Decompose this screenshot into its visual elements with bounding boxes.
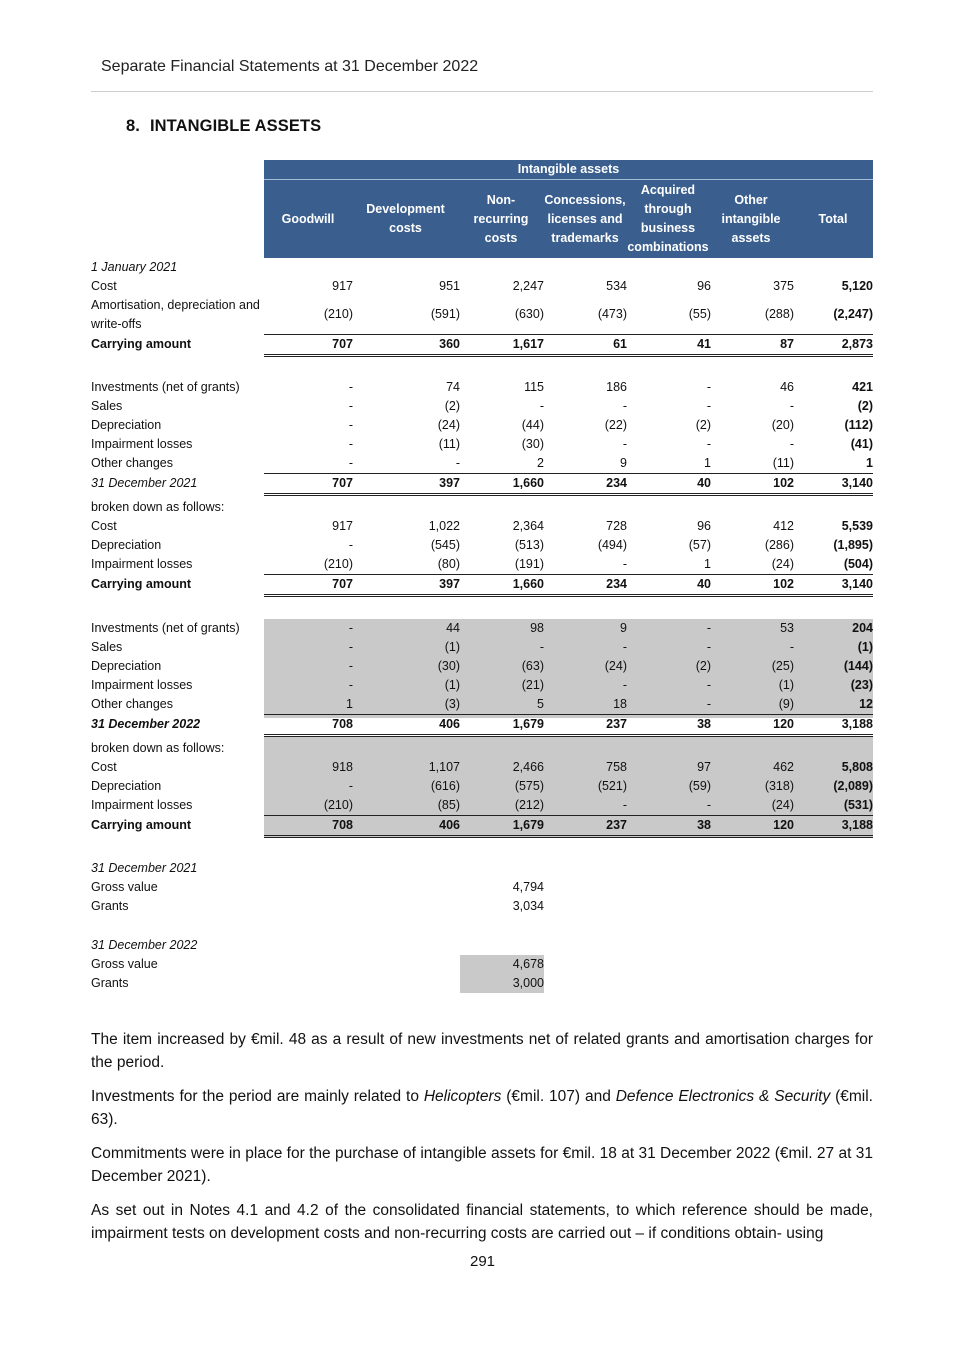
cell: 412 — [773, 519, 794, 533]
table-row — [91, 638, 873, 657]
row-label: Investments (net of grants) — [91, 621, 240, 635]
cell: (1) — [444, 678, 460, 692]
row-label: 1 January 2021 — [91, 260, 178, 274]
cell: (210) — [323, 557, 353, 571]
row-label: Depreciation — [91, 418, 162, 432]
cell: 397 — [439, 476, 460, 490]
paragraph-2-text-e: (€mil. 63). — [91, 1088, 873, 1128]
cell: 917 — [332, 519, 353, 533]
row-label: Amortisation, depreciation and write-offs — [91, 298, 260, 331]
table-row — [91, 296, 873, 334]
cell: - — [622, 640, 627, 654]
table-row — [91, 758, 873, 777]
cell: 2,247 — [512, 279, 544, 293]
cell: (1) — [778, 678, 794, 692]
note-row — [91, 897, 873, 916]
cell: - — [706, 380, 711, 394]
cell: 5 — [537, 697, 544, 711]
cell: (44) — [521, 418, 544, 432]
cell: - — [348, 659, 353, 673]
table-row — [91, 555, 873, 574]
cell: (210) — [323, 798, 353, 812]
cell: 1,660 — [512, 577, 544, 591]
cell: 115 — [524, 380, 544, 394]
note-value: 4,678 — [512, 957, 544, 971]
note-label: Grants — [91, 899, 129, 913]
cell: (591) — [430, 307, 460, 321]
cell: 3,140 — [841, 476, 873, 490]
cell: (41) — [850, 437, 873, 451]
cell: (11) — [438, 437, 460, 451]
cell: (191) — [514, 557, 544, 571]
cell: 204 — [852, 621, 873, 635]
cell: (112) — [844, 418, 873, 432]
paragraph-2 — [91, 1085, 873, 1131]
cell: 1 — [704, 456, 711, 470]
cell: (23) — [850, 678, 873, 692]
cell: (63) — [521, 659, 544, 673]
row-label: Cost — [91, 279, 117, 293]
section-title — [126, 117, 321, 136]
note-label: 31 December 2022 — [91, 938, 198, 952]
row-label: 31 December 2022 — [91, 717, 201, 731]
cell: 97 — [697, 760, 711, 774]
note-label: Gross value — [91, 880, 158, 894]
cell: - — [539, 640, 544, 654]
table-row — [91, 575, 873, 594]
cell: - — [706, 640, 711, 654]
note-row — [91, 936, 873, 955]
cell: 707 — [332, 577, 353, 591]
cell: (30) — [521, 437, 544, 451]
cell: (2,247) — [833, 307, 873, 321]
cell: 12 — [859, 697, 873, 711]
note-label: Grants — [91, 976, 129, 990]
cell: (531) — [843, 798, 873, 812]
cell: (57) — [688, 538, 711, 552]
row-label: Sales — [91, 399, 123, 413]
cell: 1,679 — [512, 818, 544, 832]
row-label: Impairment losses — [91, 678, 193, 692]
cell: 102 — [773, 476, 794, 490]
cell: 234 — [606, 476, 627, 490]
cell: 406 — [439, 717, 460, 731]
cell: 5,120 — [841, 279, 873, 293]
cell: 1,022 — [428, 519, 460, 533]
table-rule — [264, 815, 873, 816]
note-label: Gross value — [91, 957, 158, 971]
cell: 96 — [697, 279, 711, 293]
paragraph-2-helicopters: Helicopters — [423, 1088, 502, 1105]
group-header: Intangible assets — [264, 160, 873, 180]
cell: (521) — [597, 779, 627, 793]
cell: 462 — [773, 760, 794, 774]
cell: (24) — [771, 798, 794, 812]
cell: 406 — [439, 818, 460, 832]
row-label: Carrying amount — [91, 577, 192, 591]
cell: (22) — [604, 418, 627, 432]
cell: 120 — [773, 818, 794, 832]
col-header-non-recurring-costs: Non- recurring costs — [473, 192, 529, 245]
table-rule — [264, 493, 873, 496]
row-label: Other changes — [91, 697, 173, 711]
cell: 38 — [697, 717, 711, 731]
cell: 9 — [620, 621, 627, 635]
table-row — [91, 416, 873, 435]
cell: - — [622, 798, 627, 812]
cell: - — [706, 678, 711, 692]
paragraph-2-text-c: (€mil. 107) and — [501, 1088, 616, 1105]
table-row — [91, 378, 873, 397]
cell: (144) — [843, 659, 873, 673]
cell: 534 — [606, 279, 627, 293]
cell: - — [706, 437, 711, 451]
note-value: 3,000 — [512, 976, 544, 990]
cell: 3,140 — [841, 577, 873, 591]
row-label: Impairment losses — [91, 437, 193, 451]
table-row — [91, 657, 873, 676]
table-rule — [264, 594, 873, 597]
col-header-concessions: Concessions, licenses and trademarks — [544, 192, 626, 245]
header-divider — [91, 91, 873, 92]
paragraph-4: As set out in Notes 4.1 and 4.2 of the consolidated financial statements, to which reference should be made, impairment tests on development costs and non-recurring costs are carried out – if conditions obtain- using — [91, 1202, 873, 1242]
table-row — [91, 816, 873, 835]
cell: 61 — [613, 337, 627, 351]
cell: (288) — [764, 307, 794, 321]
cell: 2,873 — [841, 337, 873, 351]
table-row — [91, 695, 873, 714]
row-label: 31 December 2021 — [91, 476, 198, 490]
cell: (545) — [430, 538, 460, 552]
cell: (318) — [764, 779, 794, 793]
cell: - — [348, 399, 353, 413]
cell: (2) — [695, 418, 711, 432]
cell: - — [348, 456, 353, 470]
cell: 2,466 — [512, 760, 544, 774]
cell: 102 — [773, 577, 794, 591]
cell: 2,364 — [512, 519, 544, 533]
cell: 74 — [446, 380, 460, 394]
row-label: Depreciation — [91, 538, 162, 552]
col-header-other: Other intangible assets — [721, 192, 781, 245]
table-rule — [264, 574, 873, 575]
table-row — [91, 454, 873, 473]
cell: (25) — [771, 659, 794, 673]
table-row — [91, 796, 873, 815]
cell: (212) — [514, 798, 544, 812]
table-row — [91, 258, 873, 277]
row-label: Impairment losses — [91, 798, 193, 812]
cell: - — [348, 678, 353, 692]
cell: (616) — [430, 779, 460, 793]
cell: 375 — [773, 279, 794, 293]
section-title-text: INTANGIBLE ASSETS — [149, 117, 322, 135]
cell: (494) — [597, 538, 627, 552]
cell: (2) — [857, 399, 873, 413]
cell: - — [789, 437, 794, 451]
note-row — [91, 974, 873, 993]
cell: - — [706, 798, 711, 812]
row-label: Cost — [91, 519, 117, 533]
table-rule — [264, 835, 873, 838]
note-row — [91, 955, 873, 974]
table-row — [91, 739, 873, 758]
cell: - — [539, 399, 544, 413]
cell: 1 — [866, 456, 873, 470]
cell: (80) — [437, 557, 460, 571]
cell: 397 — [439, 577, 460, 591]
cell: 5,539 — [841, 519, 873, 533]
row-label: Carrying amount — [91, 337, 192, 351]
cell: (24) — [437, 418, 460, 432]
cell: 1,679 — [512, 717, 544, 731]
cell: - — [706, 697, 711, 711]
table-rule — [264, 734, 873, 737]
cell: 237 — [606, 717, 627, 731]
cell: - — [706, 399, 711, 413]
table-rule — [264, 473, 873, 474]
section-number: 8. — [126, 117, 140, 135]
cell: - — [348, 380, 353, 394]
cell: 3,188 — [841, 818, 873, 832]
cell: 5,808 — [841, 760, 873, 774]
cell: 96 — [697, 519, 711, 533]
cell: - — [622, 557, 627, 571]
cell: 917 — [332, 279, 353, 293]
note-value: 4,794 — [512, 880, 544, 894]
cell: - — [622, 399, 627, 413]
table-row — [91, 676, 873, 695]
table-row — [91, 474, 873, 493]
cell: 708 — [332, 717, 353, 731]
cell: - — [455, 456, 460, 470]
table-row — [91, 498, 873, 517]
table-row — [91, 517, 873, 536]
cell: - — [789, 399, 794, 413]
cell: (9) — [778, 697, 794, 711]
row-label: Other changes — [91, 456, 173, 470]
cell: (1) — [444, 640, 460, 654]
row-label: Investments (net of grants) — [91, 380, 240, 394]
cell: (473) — [597, 307, 627, 321]
cell: - — [348, 437, 353, 451]
cell: (1) — [857, 640, 873, 654]
cell: (630) — [514, 307, 544, 321]
cell: (85) — [437, 798, 460, 812]
row-label: Depreciation — [91, 659, 162, 673]
table-row — [91, 777, 873, 796]
col-header-acquired: Acquired through business combinations — [627, 183, 709, 254]
page-number: 291 — [469, 1253, 496, 1270]
cell: 46 — [780, 380, 794, 394]
cell: - — [348, 779, 353, 793]
note-row — [91, 859, 873, 878]
table-rule — [264, 354, 873, 357]
cell: 9 — [620, 456, 627, 470]
cell: (11) — [772, 456, 794, 470]
paragraph-2-text-a: Investments for the period are mainly related to — [91, 1088, 424, 1105]
cell: (210) — [323, 307, 353, 321]
row-label: Carrying amount — [91, 818, 192, 832]
table-row — [91, 619, 873, 638]
table-row — [91, 277, 873, 296]
cell: 234 — [606, 577, 627, 591]
cell: - — [622, 437, 627, 451]
cell: 707 — [332, 476, 353, 490]
table-row — [91, 435, 873, 454]
cell: 1,617 — [512, 337, 544, 351]
cell: (24) — [771, 557, 794, 571]
col-header-goodwill: Goodwill — [281, 211, 335, 226]
cell: 53 — [780, 621, 794, 635]
cell: - — [348, 640, 353, 654]
cell: 186 — [606, 380, 627, 394]
cell: 708 — [332, 818, 353, 832]
cell: - — [348, 418, 353, 432]
cell: (2,089) — [833, 779, 873, 793]
cell: 360 — [439, 337, 460, 351]
cell: 237 — [606, 818, 627, 832]
cell: (20) — [771, 418, 794, 432]
cell: 1 — [704, 557, 711, 571]
table-rule — [264, 334, 873, 335]
cell: (24) — [604, 659, 627, 673]
row-label: broken down as follows: — [91, 741, 225, 755]
table-row — [91, 715, 873, 734]
table-header — [264, 160, 873, 258]
cell: 1,660 — [512, 476, 544, 490]
row-label: broken down as follows: — [91, 500, 225, 514]
row-label: Cost — [91, 760, 117, 774]
cell: (3) — [444, 697, 460, 711]
cell: (2) — [444, 399, 460, 413]
cell: (55) — [688, 307, 711, 321]
cell: 98 — [530, 621, 544, 635]
row-label: Impairment losses — [91, 557, 193, 571]
cell: (30) — [437, 659, 460, 673]
cell: 951 — [439, 279, 460, 293]
cell: (504) — [843, 557, 873, 571]
row-label: Sales — [91, 640, 123, 654]
col-header-development-costs: Development costs — [366, 202, 445, 235]
cell: 38 — [697, 818, 711, 832]
cell: 87 — [780, 337, 794, 351]
cell: (2) — [695, 659, 711, 673]
cell: (59) — [688, 779, 711, 793]
note-row — [91, 878, 873, 897]
page-header: Separate Financial Statements at 31 December 2022 — [101, 58, 479, 75]
table-row — [91, 397, 873, 416]
cell: - — [348, 621, 353, 635]
cell: 918 — [332, 760, 353, 774]
note-label: 31 December 2021 — [91, 861, 198, 875]
cell: 18 — [613, 697, 627, 711]
cell: - — [622, 678, 627, 692]
cell: 40 — [697, 476, 711, 490]
cell: 758 — [606, 760, 627, 774]
cell: 41 — [697, 337, 711, 351]
cell: (1,895) — [833, 538, 873, 552]
paragraph-3: Commitments were in place for the purchase of intangible assets for €mil. 18 at 31 December 2022 (€mil. 27 at 31 December 2021). — [91, 1145, 873, 1185]
cell: 120 — [773, 717, 794, 731]
paragraph-2-des: Defence Electronics & Security — [615, 1088, 831, 1105]
cell: (513) — [514, 538, 544, 552]
row-label: Depreciation — [91, 779, 162, 793]
cell: 40 — [697, 577, 711, 591]
paragraph-1: The item increased by €mil. 48 as a result of new investments net of related grants and amortisation charges for the period. — [91, 1031, 873, 1071]
cell: 707 — [332, 337, 353, 351]
cell: 1,107 — [428, 760, 460, 774]
col-header-total: Total — [818, 211, 848, 226]
cell: (286) — [764, 538, 794, 552]
cell: - — [789, 640, 794, 654]
cell: 3,188 — [841, 717, 873, 731]
note-value: 3,034 — [512, 899, 544, 913]
cell: 44 — [446, 621, 460, 635]
cell: - — [706, 621, 711, 635]
cell: 1 — [346, 697, 353, 711]
cell: (21) — [521, 678, 544, 692]
cell: 421 — [852, 380, 873, 394]
table-row — [91, 335, 873, 354]
cell: (575) — [514, 779, 544, 793]
cell: 2 — [537, 456, 544, 470]
table-row — [91, 536, 873, 555]
table-rule — [264, 714, 873, 715]
cell: 728 — [606, 519, 627, 533]
cell: - — [348, 538, 353, 552]
